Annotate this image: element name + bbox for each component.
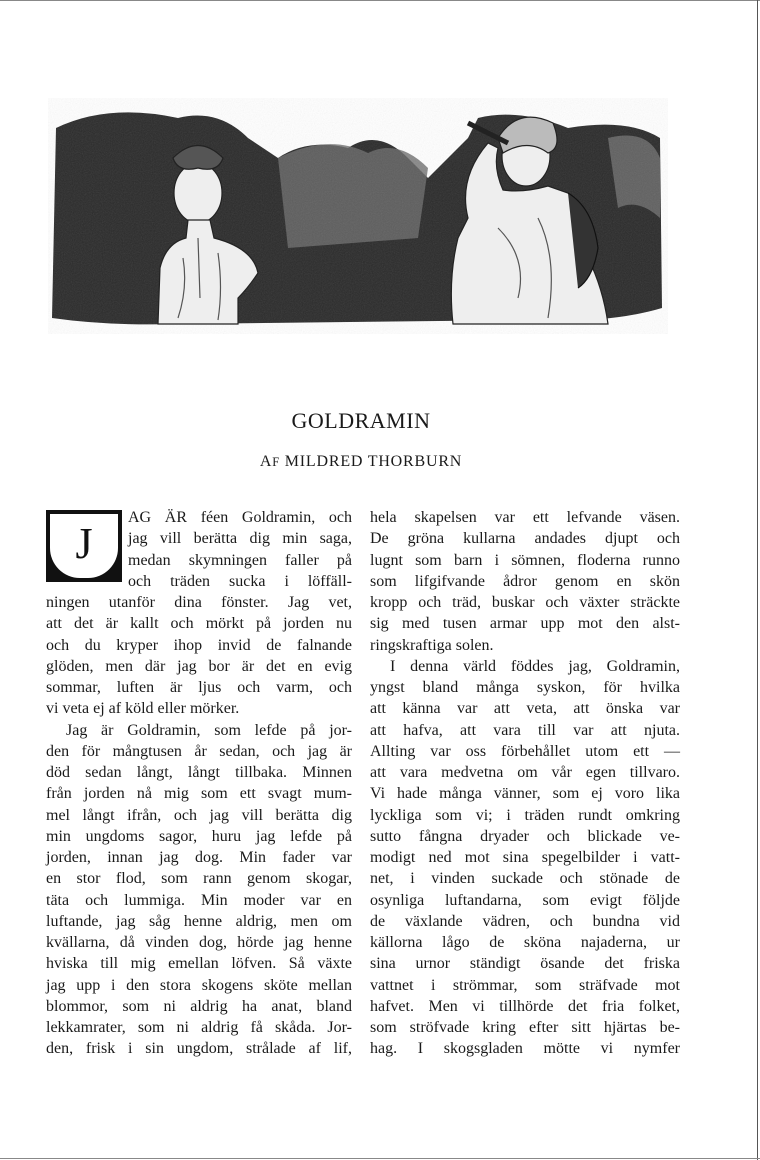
- text-line: De gröna kullarna andades djupt och: [370, 530, 680, 548]
- text-line: I denna värld föddes jag, Goldramin,: [390, 657, 680, 675]
- text-line: glöden, men där jag bor är det en evig: [46, 657, 352, 675]
- text-line: död sedan långt, långt tillbaka. Minnen: [46, 764, 352, 781]
- text-column-right: [370, 507, 680, 1060]
- text-line: en stor flod, som rann genom skogar,: [46, 870, 352, 888]
- text-line: Jag är Goldramin, som lefde på jor-: [66, 721, 352, 739]
- text-line: att hafva, att vara till var att njuta.: [370, 721, 680, 739]
- text-line: den för mångtusen år sedan, och jag är: [46, 742, 352, 760]
- text-line: kvällarna, då vinden dog, hörde jag henne: [46, 934, 352, 951]
- text-line: hela skapelsen var ett lefvande väsen.: [370, 509, 680, 526]
- text-line: vi veta ej af köld eller mörker.: [46, 700, 240, 718]
- text-line: kropp och träd, buskar och växter sträckte: [370, 594, 680, 611]
- text-line: mel långt ifrån, och jag vill berätta dig: [46, 806, 352, 824]
- text-line: AG ÄR féen Goldramin, och: [128, 509, 352, 526]
- text-line: osynliga luftandarna, som evigt följde: [370, 891, 680, 909]
- text-line: luftande, jag såg henne aldrig, men om: [46, 912, 352, 930]
- text-line: hafvet. Men vi tillhörde det fria folket,: [370, 997, 680, 1015]
- text-line: net, i vinden suckade och stönade de: [370, 870, 680, 888]
- text-line: den, frisk i sin ungdom, strålade af lif,: [46, 1040, 352, 1058]
- text-line: Allting var oss förbehållet utom ett —: [370, 742, 680, 760]
- byline-initial: A: [259, 453, 273, 470]
- page-edge-top: [0, 0, 760, 1]
- page-edge-right: [757, 0, 758, 1160]
- text-line: jag vill berätta dig min saga,: [128, 530, 352, 548]
- text-line: som ströfvade kring efter sitt hjärtas be-: [370, 1019, 680, 1036]
- text-line: och du kryper ihop invid de falnande: [46, 636, 352, 654]
- text-line: medan skymningen faller på: [128, 551, 352, 569]
- text-line: lugnt som barn i sömnen, floderna runno: [370, 551, 680, 569]
- text-line: jag upp i den stora skogens sköte mellan: [46, 976, 352, 994]
- article-byline: [0, 453, 722, 471]
- text-line: ningen utanför dina fönster. Jag vet,: [46, 594, 352, 611]
- text-line: sig med tusen armar upp mot den alst-: [370, 615, 680, 633]
- text-line: sutto fångna dryader och blickade ve-: [370, 827, 680, 845]
- header-illustration: [48, 98, 668, 334]
- text-line: modigt ned mot sina spegelbilder i vatt-: [370, 849, 680, 866]
- text-line: de växlande vädren, och bundna vid: [370, 912, 680, 930]
- text-line: att det är kallt och mörkt på jorden nu: [46, 615, 352, 633]
- text-line: hviska till mig emellan löfven. Så växte: [46, 955, 352, 973]
- text-line: och träden sucka i löffäll-: [128, 572, 352, 590]
- text-line: Vi hade många vänner, som ej voro lika: [370, 785, 680, 803]
- text-line: sommar, luften är ljus och varm, och: [46, 679, 352, 696]
- text-line: jorden, innan jag dog. Min fader var: [46, 849, 352, 866]
- article-title: GOLDRAMIN: [291, 408, 431, 433]
- text-line: min ungdoms sagor, huru jag lefde på: [46, 827, 352, 845]
- author-name: MILDRED THORBURN: [284, 453, 463, 470]
- page-edge-bottom: [0, 1158, 760, 1159]
- text-line: ringskraftiga solen.: [370, 636, 494, 654]
- text-line: från jorden nå mig som ett svagt mum-: [46, 785, 352, 803]
- text-line: att vara medvetna om vår egen tillvaro.: [370, 764, 680, 781]
- text-line: som lifgifvande ådror genom en skön: [370, 572, 680, 590]
- text-line: lyckliga som vi; i träden rundt omkring: [370, 806, 680, 824]
- text-line: sina urnor ständigt ösande det friska: [370, 955, 680, 973]
- text-line: hag. I skogsgladen mötte vi nymfer: [370, 1040, 680, 1058]
- text-column-left: [46, 507, 352, 1060]
- text-line: vattnet i strömmar, som sträfvade mot: [370, 976, 680, 994]
- drop-cap-letter: J: [75, 519, 93, 568]
- text-line: täta och lummiga. Min moder var en: [46, 891, 352, 909]
- text-line: lekkamrater, som ni aldrig få skåda. Jor-: [46, 1019, 352, 1036]
- byline-small-caps: F: [272, 455, 280, 469]
- text-line: att känna var att veta, att önska var: [370, 700, 680, 718]
- text-line: blommor, som ni aldrig ha anat, bland: [46, 997, 352, 1015]
- text-line: källorna lågo de sköna najaderna, ur: [370, 934, 680, 951]
- text-line: yngst bland många syskon, för hvilka: [370, 679, 680, 696]
